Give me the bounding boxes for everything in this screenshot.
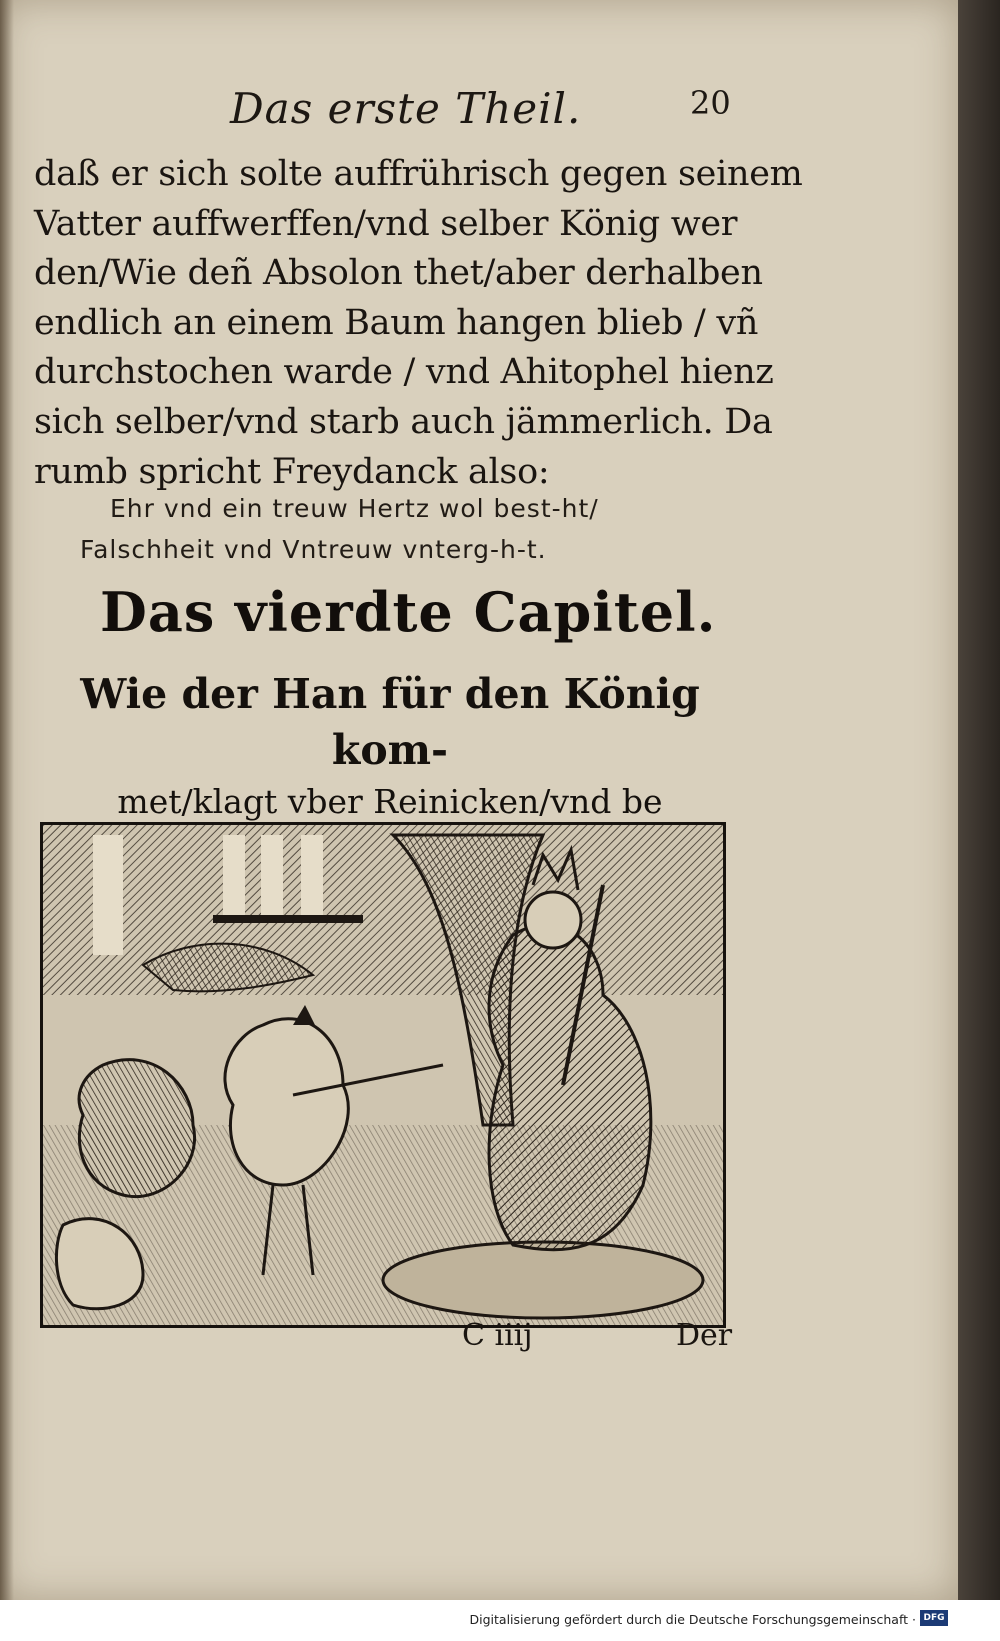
footer-bar bbox=[0, 1600, 1000, 1641]
chapter-heading-line: met/klagt vber Reinicken/vnd be bbox=[117, 782, 663, 821]
body-line: durchstochen warde / vnd Ahitophel hienz bbox=[34, 352, 774, 393]
chapter-title: Das vierdte Capitel. bbox=[100, 580, 717, 644]
verse-line: Falschheit vnd Vntreuw vnterg-h-t. bbox=[80, 535, 547, 564]
body-line: endlich an einem Baum hangen blieb / vñ bbox=[34, 302, 759, 343]
body-line: sich selber/vnd starb auch jämmerlich. Da bbox=[34, 401, 773, 442]
footer-credit: Digitalisierung gefördert durch die Deutsche Forschungsgemeinschaft · bbox=[469, 1612, 916, 1627]
page-edge bbox=[958, 0, 1000, 1600]
body-line: daß er sich solte auffrührisch gegen seinem bbox=[34, 154, 803, 194]
body-text bbox=[34, 150, 803, 497]
dfg-logo-icon: DFG bbox=[920, 1610, 948, 1626]
body-line: den/Wie deñ Absolon thet/aber derhalben bbox=[34, 253, 763, 294]
verse-line: Ehr vnd ein treuw Hertz wol best-ht/ bbox=[110, 494, 599, 523]
page-number: 20 bbox=[690, 84, 731, 122]
running-head: Das erste Theil. bbox=[230, 84, 582, 133]
catchword: Der bbox=[676, 1318, 733, 1353]
woodcut-illustration bbox=[40, 822, 726, 1328]
chapter-heading-line: Wie der Han für den König kom- bbox=[80, 670, 700, 774]
body-line: rumb spricht Freydanck also: bbox=[34, 451, 550, 492]
signature-mark: C iiij bbox=[462, 1318, 533, 1353]
page-gutter bbox=[0, 0, 14, 1600]
body-line: Vatter auffwerffen/vnd selber König wer bbox=[34, 203, 738, 244]
verse bbox=[80, 488, 760, 570]
